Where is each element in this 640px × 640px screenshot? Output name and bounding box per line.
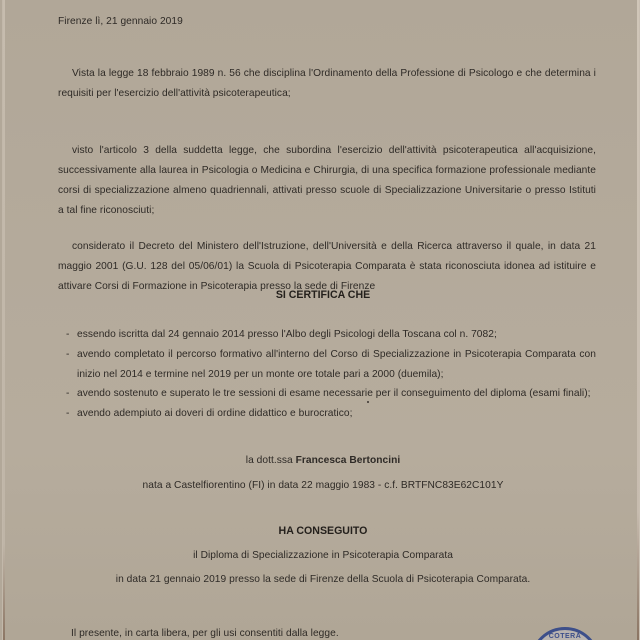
list-dash: - — [66, 408, 70, 420]
page-edge-left — [3, 0, 5, 640]
list-dash: - — [66, 348, 70, 360]
place-date: Firenze lì, 21 gennaio 2019 — [58, 16, 183, 27]
heading-certify: SI CERTIFICA CHE — [275, 289, 371, 301]
condition-exams: avendo sostenuto e superato le tre sessioni di esame necessarie per il conseguimento del diploma (esami finali); — [77, 388, 591, 400]
condition-training: avendo completato il percorso formativo all'interno del Corso di Specializzazione in Psicoterapia Comparata con inizio nel 2014 e termine nel 2019 per un monte ore totale pari a 2000 (duemila); — [77, 348, 596, 380]
list-item — [66, 404, 596, 424]
condition-duties: avendo adempiuto ai doveri di ordine didattico e burocratico; — [77, 408, 353, 420]
recipient-name: Francesca Bertoncini — [295, 455, 401, 466]
closing-statement: Il presente, in carta libera, per gli usi consentiti dalla legge. — [71, 628, 339, 639]
paragraph-article: visto l'articolo 3 della suddetta legge, che subordina l'esercizio dell'attività psicoterapeutica all'acquisizione, successivamente alla laurea in Psicologia o Medicina e Chirurgia, di una specifica formazione professionale mediante corsi di specializzazione almeno quadriennali, attivati presso scuole di Specializzazione Universitarie o presso Istituti a tal fine riconosciuti; — [58, 145, 596, 216]
diploma-title: il Diploma di Specializzazione in Psicoterapia Comparata — [193, 550, 453, 561]
conditions-list — [66, 325, 596, 424]
school-stamp-icon — [530, 627, 600, 640]
paragraph-decree: considerato il Decreto del Ministero dell'Istruzione, dell'Università e della Ricerca attraverso il quale, in data 21 maggio 2001 (G.U. 128 del 05/06/01) la Scuola di Psicoterapia Comparata è stata riconosciuta idonea ad istituire e attivare Corsi di Formazione in Psicoterapia presso la sede di Firenze — [58, 241, 596, 292]
award-line: in data 21 gennaio 2019 presso la sede di Firenze della Scuola di Psicoterapia Comparata. — [115, 574, 531, 585]
heading-achieved: HA CONSEGUITO — [278, 525, 368, 537]
recipient-line — [3, 455, 640, 466]
list-item — [66, 384, 596, 404]
list-item — [66, 345, 596, 385]
condition-registration: essendo iscritta dal 24 gennaio 2014 presso l'Albo degli Psicologi della Toscana col n. 7082; — [77, 329, 497, 340]
recipient-prefix: la dott.ssa — [245, 455, 296, 466]
list-dash: - — [66, 329, 70, 340]
stamp-text: COTERA — [548, 633, 582, 640]
paper-speck — [367, 401, 369, 403]
recipient-birth-line: nata a Castelfiorentino (FI) in data 22 maggio 1983 - c.f. BRTFNC83E62C101Y — [142, 480, 504, 491]
list-dash: - — [66, 388, 70, 400]
list-item — [66, 325, 596, 345]
paragraph-law: Vista la legge 18 febbraio 1989 n. 56 che disciplina l'Ordinamento della Professione di Psicologo e che determina i requisiti per l'esercizio dell'attività psicoterapeutica; — [58, 68, 596, 99]
certificate-page — [2, 0, 640, 640]
page-edge-right — [637, 0, 639, 640]
